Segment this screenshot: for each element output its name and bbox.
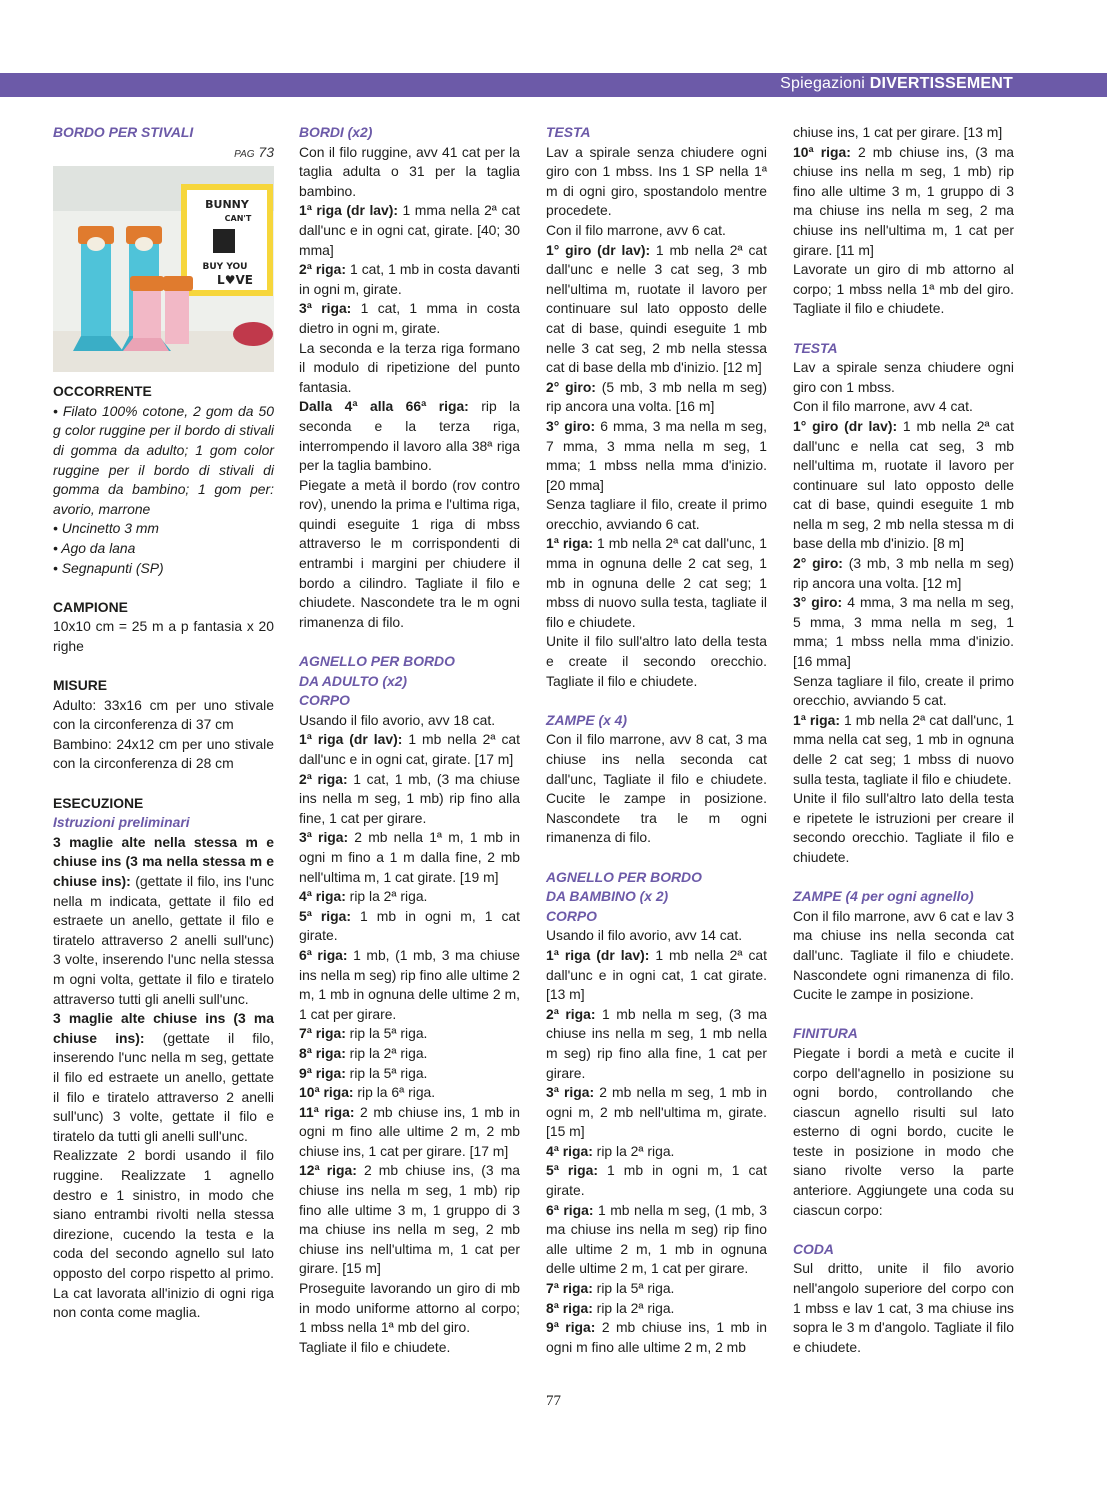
row-instruction [299, 730, 520, 769]
row-label: 4ª riga: [299, 888, 346, 905]
zampe-heading: ZAMPE (4 per ogni agnello) [793, 888, 974, 905]
row-instruction [299, 887, 520, 907]
row-instruction [299, 299, 520, 338]
sign-text-4: L♥VE [217, 273, 253, 288]
column-3 [546, 123, 767, 1357]
row-text: 2 mb chiuse ins, (3 ma chiuse ins nella m seg, 1 mb) rip fino alle ultime 3 m, 1 gruppo di 3 ma chiuse ins nella m seg, 2 ma chiuse ins nell'ultima m, 1 cat per girare. [11 m] [793, 143, 1015, 258]
row-instruction [546, 946, 767, 1005]
row-label: 10ª riga: [793, 143, 851, 160]
row-text: rip la 5ª riga. [345, 1064, 428, 1081]
giro-text: Lavorate un giro di mb attorno al corpo; 1 mbss nella 1ª mb del giro. Tagliate il filo e chiudete. [793, 261, 1014, 317]
row-instruction [299, 828, 520, 887]
row-text: 1 cat, 1 mma in costa dietro in ogni m, girate. [299, 300, 521, 336]
round-text: 1 mb nella 2ª cat dall'unc e nelle 3 cat seg, 3 mb nell'ultima m, ruotate il lavoro per continuare sul lato opposto delle cat di base, quindi eseguite 1 mb nelle 3 cat seg, 2 mb nella stessa cat di base della mb d'inizio. [12 m] [546, 241, 768, 376]
agnello-bambino-heading-2: DA BAMBINO (x 2) [546, 888, 669, 905]
round-instruction [793, 593, 1014, 671]
corpo-outro: Proseguite lavorando un giro di mb in modo uniforme attorno al corpo; 1 mbss nella 1ª mb del giro. [299, 1280, 520, 1336]
page-ref-number: 73 [258, 143, 274, 160]
zampe-text: Con il filo marrone, avv 8 cat, 3 ma chiuse ins nella seconda cat dall'unc, Tagliate il filo e chiudete. Cucite le zampe in posizione. Nascondete tra le m ogni rimanenza di filo. [546, 731, 767, 846]
row-text: 1 mb nella 2ª cat dall'unc, 1 mma in ognuna delle 2 cat seg, 1 mb in ognuna delle 2 cat seg; 1 mbss di nuovo sulla testa, tagliate il filo e chiudete. [546, 535, 767, 630]
row-text: 1 cat, 1 mb in costa davanti in ogni m, girate. [299, 261, 520, 297]
row-instruction [299, 907, 520, 946]
row-instruction [299, 1161, 520, 1279]
coda-text: Sul dritto, unite il filo avorio nell'angolo superiore del corpo con 1 mbss e lav 1 cat, 3 ma chiuse ins sopra le 3 m d'angolo. Tagliate il filo e chiudete. [793, 1260, 1014, 1355]
corpo-intro: Usando il filo avorio, avv 18 cat. [299, 711, 496, 728]
row-label: 4ª riga: [546, 1142, 593, 1159]
bordi-intro: Con il filo ruggine, avv 41 cat per la taglia adulta o 31 per la taglia bambino. [299, 143, 520, 199]
occorrente-item: • Uncinetto 3 mm [53, 520, 159, 537]
row-text: 1 mb in ogni m, 1 cat girate. [299, 907, 520, 944]
row-instruction [793, 711, 1014, 789]
sign-text-2: CAN'T [224, 214, 252, 224]
page-reference [53, 143, 274, 165]
row-text: rip la 2ª riga. [592, 1142, 675, 1159]
column-1 [53, 123, 274, 1323]
corpo-intro: Usando il filo avorio, avv 14 cat. [546, 927, 743, 944]
stitch-label: 3 maglie alte chiuse ins (3 ma chiuse ins): [53, 1010, 274, 1046]
zampe-text: Con il filo marrone, avv 6 cat e lav 3 ma chiuse ins nella seconda cat dall'unc. Tagliate il filo e chiudete. Nascondete ogni rimanenza di filo. Cucite le zampe in posizione. [793, 907, 1014, 1003]
round-label: 1° giro (dr lav): [546, 241, 651, 258]
row-instruction [546, 1005, 767, 1083]
row-label: 6ª riga: [546, 1201, 594, 1218]
sign-bunny-icon [213, 229, 235, 253]
row-text: 1 mb nella 2ª cat dall'unc e in ogni cat, 1 cat girate. [13 m] [546, 946, 768, 1003]
column-2 [299, 123, 520, 1357]
round-label: 1° giro (dr lav): [793, 417, 898, 434]
misure-adult: Adulto: 33x16 cm per uno stivale con la circonferenza di 37 cm [53, 696, 274, 733]
round-text: 1 mb nella 2ª cat dall'unc e nella cat seg, 3 mb nell'ultima m, ruotate il lavoro per continuare sul lato opposto delle cat di base, quindi eseguite 1 mb nella m seg, 2 mb nella stessa m di base della mb d'inizio. [8 m] [793, 417, 1015, 552]
row-text: 1 mb nella m seg, (3 ma chiuse ins nella m seg, 1 mb nella m seg) rip fino alla fine, 1 cat per girare. [546, 1005, 768, 1081]
corpo-outro-2: Tagliate il filo e chiudete. [299, 1338, 451, 1355]
row-text: 1 cat, 1 mb, (3 ma chiuse ins nella m seg, 1 mb) rip fino alla fine, 1 cat per girare. [299, 770, 520, 826]
row-text: 1 mb nella 2ª cat dall'unc, 1 mma nella cat seg, 1 mb in ognuna delle 2 cat seg; 1 mbss di nuovo sulla testa, tagliate il filo e chiudete. [793, 711, 1014, 787]
stitch-label: 3 maglie alte nella stessa m e chiuse ins (3 ma nella stessa m e chiuse ins): [53, 833, 274, 890]
column-4 [793, 123, 1014, 1357]
stitch-text: (gettate il filo, ins l'unc nella m indicata, gettate il filo ed estraete un anello, gettate il filo e tiratelo attraverso 2 anelli sull'unc) 3 volte, inserendo l'unc nella stessa m ogni volta, gettate il filo e tiratelo attraverso tutti gli anelli sull'unc. [53, 873, 274, 1007]
row-label: 2ª riga: [546, 1005, 596, 1022]
corpo-heading: CORPO [299, 692, 350, 709]
row-instruction [299, 1024, 520, 1044]
testa-heading: TESTA [546, 124, 591, 140]
row-label: 3ª riga: [299, 829, 349, 846]
row-instruction [546, 1279, 767, 1299]
stitch-text: (gettate il filo, inserendo l'unc nella m seg, gettate il filo ed estraete un anello, gettate il filo e tiratelo attraverso 2 anelli sull'unc) 3 volte, gettate il filo e tiratelo da tutti gli anelli sull'unc. [53, 1029, 274, 1144]
lamb-right [135, 237, 153, 251]
zampe-heading: ZAMPE (x 4) [546, 711, 628, 728]
row-label: 2ª riga: [299, 261, 346, 278]
round-label: 3° giro: [793, 594, 843, 611]
occorrente-item: • Filato 100% cotone, 2 gom da 50 g color ruggine per il bordo di stivali di gomma da adulto; 1 gom color ruggine per il bordo di stivali di gomma da bambino; 1 gom per: avorio, marrone [53, 402, 274, 517]
row-text: 2 mb nella m seg, 1 mb in ogni m, 2 mb nell'ultima m, girate. [15 m] [546, 1084, 768, 1140]
row-instruction [546, 1299, 767, 1319]
bordi-heading: BORDI (x2) [299, 124, 373, 140]
row-instruction [299, 1064, 520, 1084]
pink-boot-right [165, 286, 189, 344]
round-instruction [546, 378, 767, 417]
occorrente-heading: OCCORRENTE [53, 383, 152, 400]
row-text: 2 mb chiuse ins, (3 ma chiuse ins nella m seg, 1 mb) rip fino alle ultime 3 m, 1 gruppo di 3 ma chiuse ins nella m seg, 2 mb chiuse ins nell'ultima m, 1 cat per girare. [15 m] [299, 1162, 521, 1277]
pattern-title: BORDO PER STIVALI [53, 124, 194, 140]
esecuzione-heading: ESECUZIONE [53, 794, 144, 811]
lamb-left [87, 237, 105, 251]
finitura-text: Piegate i bordi a metà e cucite il corpo dell'agnello in posizione su ogni bordo, controllando che ciascun agnello risulti sul lato esterno di ogni bordo, cucite le teste in posizione in modo che siano rivolte verso la parte anteriore. Aggiungete una coda su ciascun corpo: [793, 1044, 1014, 1218]
row-label: 10ª riga: [299, 1084, 354, 1101]
testa-intro: Lav a spirale senza chiudere ogni giro con 1 mbss. [793, 359, 1014, 395]
row-label: 3ª riga: [299, 300, 352, 317]
row-instruction [546, 1201, 767, 1279]
round-instruction [546, 241, 767, 378]
row-label: 8ª riga: [546, 1299, 593, 1316]
blue-boot-left [81, 238, 111, 340]
row-text: 2 mb chiuse ins, 1 mb in ogni m fino alle ultime 2 m, 2 mb [546, 1319, 768, 1355]
row-text: 1 mb in ogni m, 1 cat girate. [546, 1162, 767, 1199]
row-instruction [793, 143, 1014, 261]
row-instruction [299, 1083, 520, 1103]
row-text: rip la seconda e la terza riga, interrompendo il lavoro alla 38ª riga per la taglia bambino. [299, 398, 520, 474]
row-label: 1ª riga (dr lav): [546, 946, 650, 963]
row-instruction [546, 1142, 767, 1162]
row-label: 11ª riga: [299, 1103, 355, 1120]
row-instruction [546, 1083, 767, 1142]
pink-boot-cuff-right [163, 276, 193, 291]
row-label: 5ª riga: [299, 907, 351, 924]
row-label: 7ª riga: [546, 1280, 593, 1297]
row-text: 2 mb chiuse ins, 1 mb in ogni m fino alle ultime 2 m, 2 mb chiuse ins, 1 cat per girare. [17 m] [299, 1103, 520, 1159]
row-label: 1ª riga: [546, 535, 593, 552]
sign-text-3: BUY YOU [202, 262, 248, 273]
coda-heading: CODA [793, 1240, 834, 1257]
agnello-bambino-heading: AGNELLO PER BORDO [546, 868, 702, 885]
row-label: 8ª riga: [299, 1044, 346, 1061]
row-instruction [299, 770, 520, 829]
bordi-note: La seconda e la terza riga formano il modulo di ripetizione del punto fantasia. [299, 339, 520, 395]
row-instruction [546, 1161, 767, 1200]
red-hat [233, 322, 273, 346]
row-label: 5ª riga: [546, 1162, 598, 1179]
page-ref-prefix: PAG [234, 148, 255, 160]
sign-text-1: BUNNY [205, 198, 249, 212]
boots-photo [53, 166, 274, 372]
round-label: 2° giro: [793, 555, 843, 572]
round-text: 4 mma, 3 ma nella m seg, 5 mma, 3 mma nella m seg, 1 mma; 1 mbss nella mma d'inizio. [16 mma] [793, 594, 1014, 670]
row-text: 1 mb, (1 mb, 3 ma chiuse ins nella m seg) rip fino alle ultime 2 m, 1 mb in ognuna delle ultime 2 m, 1 cat per girare. [299, 946, 521, 1022]
row-instruction [299, 260, 520, 299]
row-label: 12ª riga: [299, 1162, 357, 1179]
row-text: 1 mma nella 2ª cat dall'unc e in ogni cat, girate. [40; 30 mma] [299, 202, 520, 258]
testa-heading: TESTA [793, 339, 838, 356]
row-instruction [299, 1103, 520, 1162]
header-title [780, 75, 1013, 93]
stitch-definition [53, 1009, 274, 1146]
round-instruction [546, 417, 767, 495]
occorrente-item: • Segnapunti (SP) [53, 559, 164, 576]
agnello-adulto-heading: AGNELLO PER BORDO [299, 653, 455, 670]
misure-heading: MISURE [53, 677, 108, 694]
header-section-title: DIVERTISSEMENT [869, 75, 1013, 92]
round-text: (3 mb, 3 mb nella m seg) rip ancora una volta. [12 m] [793, 555, 1014, 591]
pink-boot-left [133, 286, 161, 344]
row-label: 1ª riga (dr lav): [299, 731, 403, 748]
row-instruction [299, 1044, 520, 1064]
orecchio-intro: Senza tagliare il filo, create il primo orecchio, avviando 5 cat. [793, 672, 1014, 709]
header-section-label: Spiegazioni [780, 75, 866, 92]
campione-text: 10x10 cm = 25 m a p fantasia x 20 righe [53, 618, 274, 654]
bordi-note: Piegate a metà il bordo (rov contro rov), unendo la prima e l'ultima riga, quindi eseguite 1 riga di mbss attraverso le m corrispondenti di entrambi i margini per chiudere il bordo a cilindro. Tagliate il filo e chiudete. Nascondete tra le m ogni rimanenza di filo. [299, 476, 520, 630]
row-text: 2 mb nella 1ª m, 1 mb in ogni m fino a 1 m dalla fine, 2 mb nell'ultima m, 1 cat girate. [19 m] [299, 829, 521, 885]
round-text: 6 mma, 3 ma nella m seg, 7 mma, 3 mma nella m seg, 1 mma; 1 mbss nella mma d'inizio. [20 mma] [546, 417, 767, 493]
row-instruction [299, 201, 520, 260]
misure-child: Bambino: 24x12 cm per uno stivale con la circonferenza di 28 cm [53, 735, 274, 772]
row-label: 2ª riga: [299, 770, 348, 787]
row-label: 6ª riga: [299, 946, 348, 963]
row-label: 9ª riga: [299, 1064, 346, 1081]
istruzioni-heading: Istruzioni preliminari [53, 814, 190, 831]
row-label: 9ª riga: [546, 1319, 596, 1336]
stitch-definition [53, 833, 274, 1009]
row-label: Dalla 4ª alla 66ª riga: [299, 398, 469, 415]
occorrente-item: • Ago da lana [53, 539, 136, 556]
row-text: rip la 2ª riga. [592, 1299, 675, 1316]
page-number: 77 [546, 1393, 561, 1409]
row-label: 1ª riga (dr lav): [299, 202, 399, 219]
row-instruction [546, 534, 767, 632]
testa-avv: Con il filo marrone, avv 6 cat. [546, 221, 726, 238]
row-text: rip la 2ª riga. [345, 1044, 428, 1061]
round-label: 3° giro: [546, 417, 596, 434]
row-label: 1ª riga: [793, 711, 840, 728]
campione-heading: CAMPIONE [53, 598, 128, 615]
agnello-adulto-heading-2: DA ADULTO (x2) [299, 672, 408, 689]
row-text: rip la 5ª riga. [345, 1025, 428, 1042]
row-text: rip la 6ª riga. [353, 1084, 436, 1101]
row-text: rip la 5ª riga. [592, 1280, 675, 1297]
round-instruction [793, 554, 1014, 593]
row-label: 7ª riga: [299, 1025, 346, 1042]
orecchio-intro: Senza tagliare il filo, create il primo orecchio, avviando 6 cat. [546, 496, 767, 532]
testa-intro: Lav a spirale senza chiudere ogni giro con 1 mbss. Ins 1 SP nella 1ª m di ogni giro, spostandolo mentre procedete. [546, 143, 767, 219]
finitura-heading: FINITURA [793, 1025, 858, 1042]
row-text: rip la 2ª riga. [345, 888, 428, 905]
row-instruction [299, 946, 520, 1024]
row-instruction [546, 1318, 767, 1357]
testa-avv: Con il filo marrone, avv 4 cat. [793, 398, 973, 415]
row-label: 3ª riga: [546, 1084, 595, 1101]
row-instruction [299, 397, 520, 475]
row-text: 1 mb nella 2ª cat dall'unc e in ogni cat, girate. [17 m] [299, 731, 521, 767]
round-label: 2° giro: [546, 378, 596, 395]
row-text: 1 mb nella m seg, (1 mb, 3 ma chiuse ins nella m seg) rip fino alle ultime 2 m, 1 mb in ognuna delle ultime 2 m, 1 cat per girare. [546, 1201, 767, 1277]
round-instruction [793, 417, 1014, 554]
orecchio-outro: Unite il filo sull'altro lato della testa e ripetete le istruzioni per creare il secondo orecchio. Tagliate il filo e chiudete. [793, 790, 1014, 865]
orecchio-outro: Unite il filo sull'altro lato della testa e create il secondo orecchio. Tagliate il filo e chiudete. [546, 633, 767, 689]
pink-boot-cuff-left [130, 276, 164, 291]
general-instructions: Realizzate 2 bordi usando il filo ruggine. Realizzate 1 agnello destro e 1 sinistro, in modo che siano entrambi rivolti nella stessa direzione, cucendo la testa e la coda del secondo agnello sul lato opposto del corpo rispetto al primo. La cat lavorata all'inizio di ogni riga non conta come maglia. [53, 1147, 274, 1321]
corpo-heading: CORPO [546, 907, 597, 924]
round-text: (5 mb, 3 mb nella m seg) rip ancora una volta. [16 m] [546, 378, 767, 415]
continued-text: chiuse ins, 1 cat per girare. [13 m] [793, 124, 1003, 140]
